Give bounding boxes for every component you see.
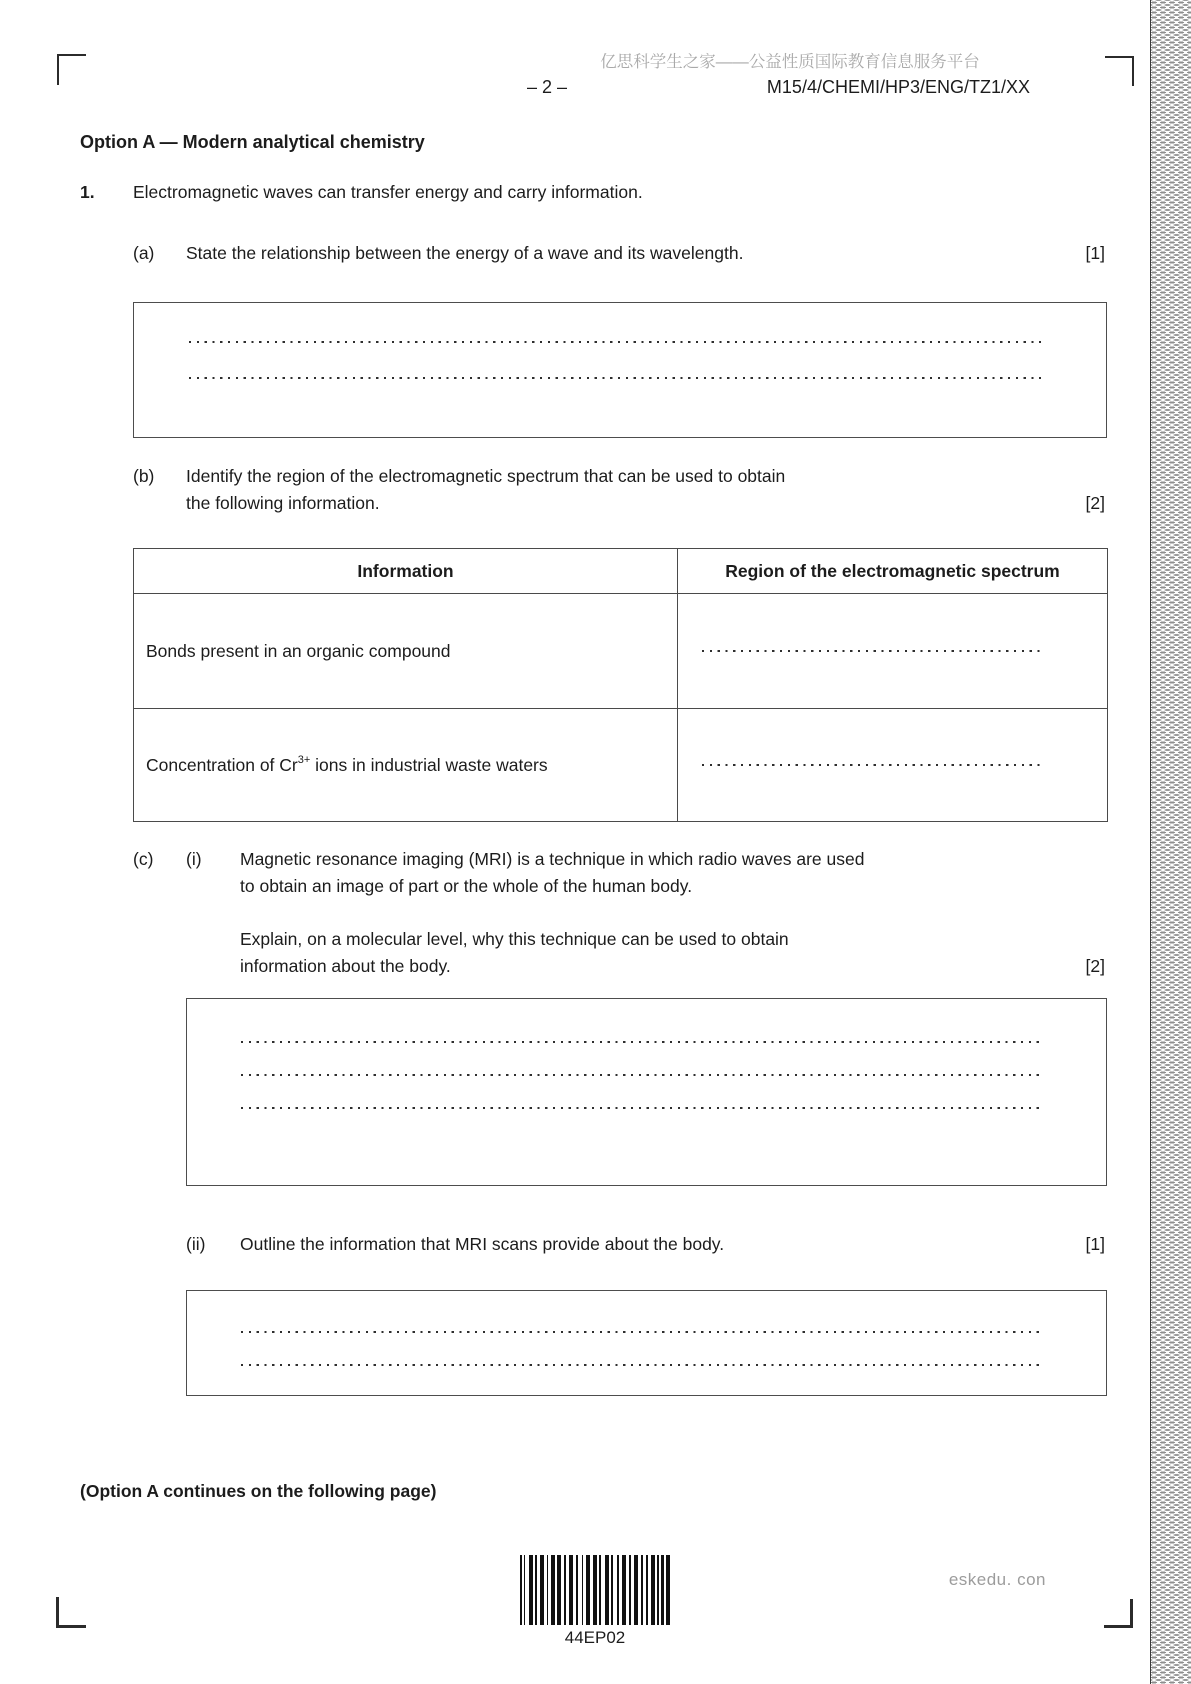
part-b-marks: [2] [1085, 493, 1105, 513]
part-b-label: (b) [133, 466, 155, 486]
answer-dotted-line [241, 1074, 1041, 1076]
answer-dotted-line [189, 377, 1041, 379]
table-row-chromium [134, 709, 1107, 821]
paper-code: M15/4/CHEMI/HP3/ENG/TZ1/XX [766, 77, 1030, 97]
table-row-bonds [134, 594, 1107, 709]
crop-mark-top-right [1105, 56, 1134, 58]
barcode-label: 44EP02 [564, 1628, 626, 1647]
watermark-eskedu: eskedu. con [948, 1570, 1046, 1589]
table-header-region: Region of the electromagnetic spectrum [725, 560, 1060, 581]
part-c-i-label: (i) [186, 849, 202, 869]
answer-dotted-line [241, 1107, 1041, 1109]
crop-mark-bottom-left-v [56, 1597, 59, 1628]
question-1-number: 1. [80, 182, 95, 202]
header-watermark-cn: 亿思科学生之家——公益性质国际教育信息服务平台 [600, 53, 980, 71]
part-a-marks: [1] [1085, 243, 1105, 263]
part-a-label: (a) [133, 243, 155, 263]
table-cell-bonds: Bonds present in an organic compound [146, 640, 451, 661]
crop-mark-bottom-left [56, 1625, 86, 1628]
answer-dotted-line [189, 341, 1041, 343]
part-b-text-line-1: Identify the region of the electromagnetic spectrum that can be used to obtain [186, 466, 786, 486]
answer-dotted-line [702, 764, 1042, 766]
crop-mark-top-left [57, 54, 86, 56]
table-cell-chromium [134, 755, 548, 776]
table-header-information: Information [134, 549, 678, 593]
crop-mark-top-right-v [1132, 56, 1134, 86]
scan-edge-texture [1150, 0, 1191, 1684]
answer-dotted-line [241, 1364, 1041, 1366]
crop-mark-top-left-v [57, 54, 59, 85]
chromium-text-prefix: Concentration of Cr [146, 754, 298, 775]
part-c-i-text-line-2: to obtain an image of part or the whole of the human body. [240, 876, 693, 896]
crop-mark-bottom-right [1104, 1625, 1133, 1628]
part-c-i-prompt-line-2: information about the body. [240, 956, 451, 976]
option-a-heading: Option A — Modern analytical chemistry [80, 132, 425, 152]
answer-dotted-line [241, 1041, 1041, 1043]
part-c-ii-label: (ii) [186, 1234, 206, 1254]
table-header-row [134, 549, 1107, 594]
chromium-ion-superscript: 3+ [297, 753, 311, 766]
page-number: – 2 – [527, 77, 568, 97]
part-c-ii-text: Outline the information that MRI scans provide about the body. [240, 1234, 725, 1254]
answer-box-c-ii [186, 1290, 1107, 1396]
part-b-text-line-2: the following information. [186, 493, 380, 513]
part-c-label: (c) [133, 849, 154, 869]
question-1-stem: Electromagnetic waves can transfer energy and carry information. [133, 182, 643, 202]
answer-dotted-line [702, 650, 1042, 652]
part-c-i-text-line-1: Magnetic resonance imaging (MRI) is a technique in which radio waves are used [240, 849, 865, 869]
chromium-text-suffix: ions in industrial waste waters [310, 754, 548, 775]
answer-dotted-line [241, 1331, 1041, 1333]
crop-mark-bottom-right-v [1130, 1599, 1133, 1628]
part-c-ii-marks: [1] [1085, 1234, 1105, 1254]
barcode [520, 1555, 670, 1625]
part-a-text: State the relationship between the energy of a wave and its wavelength. [186, 243, 744, 263]
part-c-i-prompt-line-1: Explain, on a molecular level, why this technique can be used to obtain [240, 929, 789, 949]
part-c-i-marks: [2] [1085, 956, 1105, 976]
info-table [133, 548, 1108, 822]
answer-box-c-i [186, 998, 1107, 1186]
answer-box-a [133, 302, 1107, 438]
continuation-note: (Option A continues on the following page) [80, 1481, 437, 1501]
